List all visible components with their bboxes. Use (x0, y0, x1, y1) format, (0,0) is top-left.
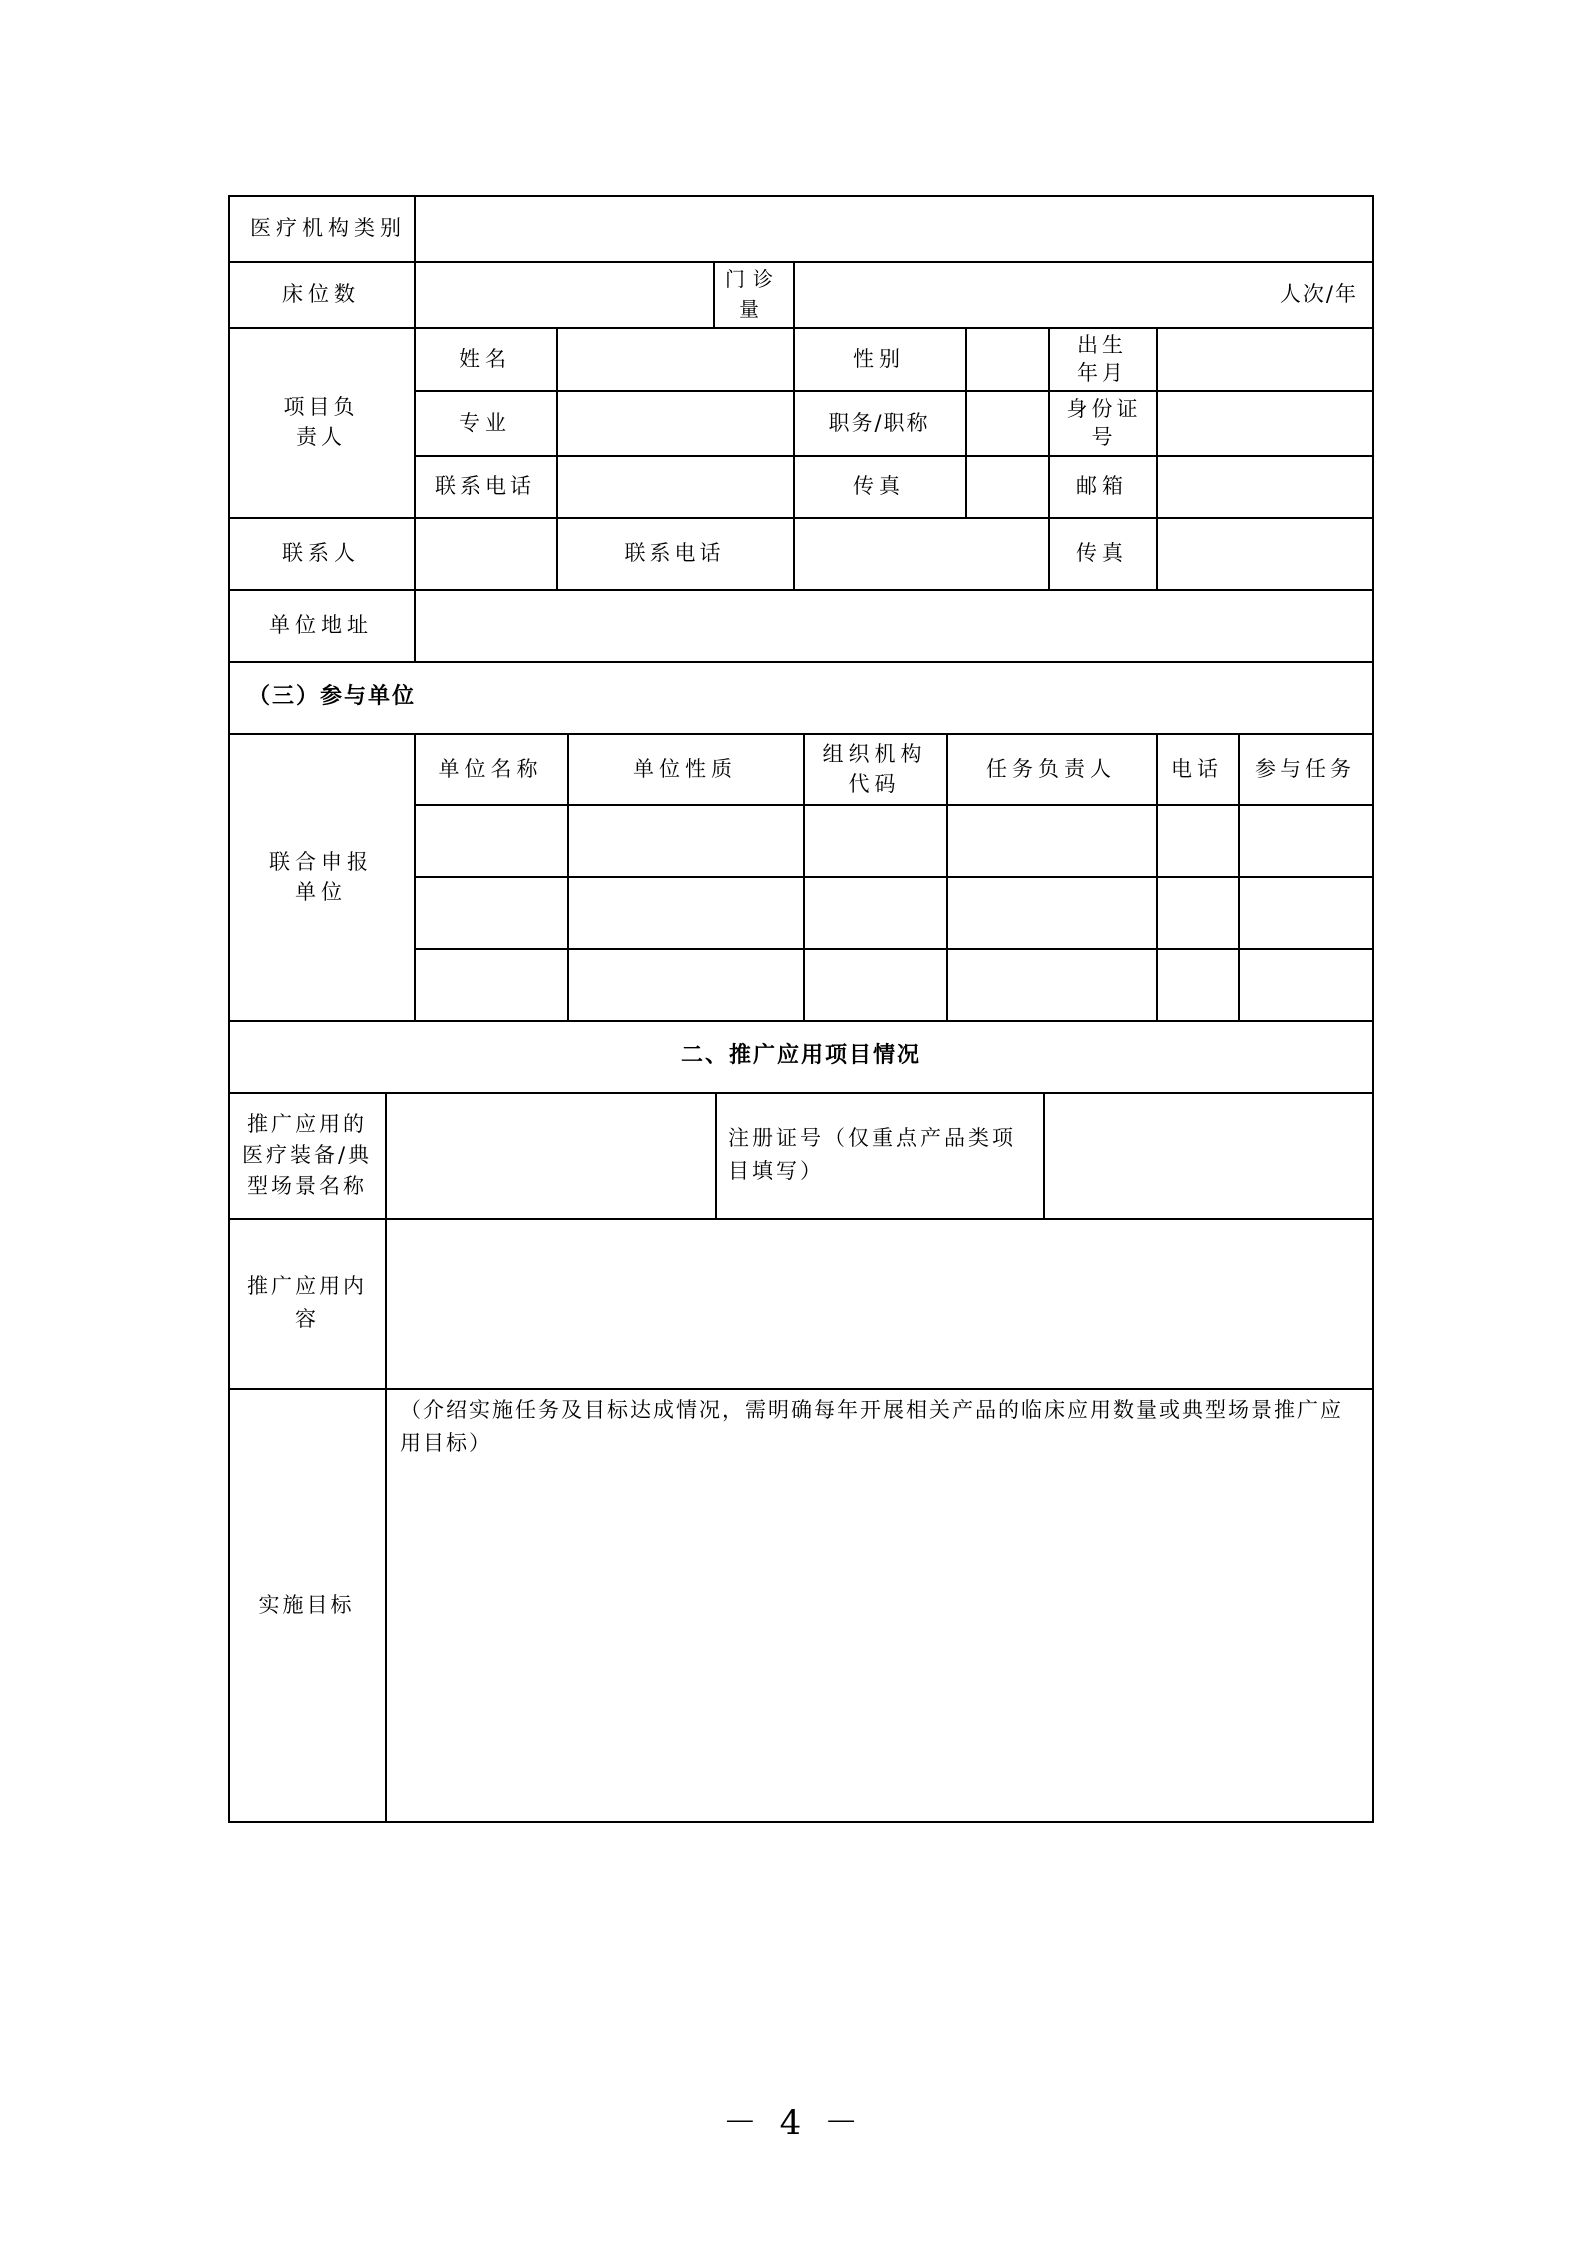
page-number: － 4 － (722, 2103, 865, 2143)
id-card-field[interactable] (1158, 392, 1372, 455)
name-label: 姓名 (459, 346, 511, 371)
gender-field[interactable] (967, 329, 1048, 390)
rule (228, 1388, 1374, 1390)
rule (715, 1092, 717, 1218)
unit-row-1[interactable] (416, 806, 1372, 876)
unit-row-2[interactable] (416, 878, 1372, 948)
contact-person-label: 联系人 (282, 541, 360, 565)
id-card-label: 身份证号 (1066, 396, 1142, 449)
address-field[interactable] (416, 591, 1372, 661)
email-label: 邮箱 (1076, 474, 1128, 498)
registration-field[interactable] (1045, 1094, 1372, 1218)
application-form-table (228, 195, 1374, 1823)
project-leader-label: 项目负责人 (283, 395, 359, 449)
contact-phone-field[interactable] (795, 519, 1048, 589)
name-field[interactable] (558, 329, 793, 390)
contact-fax-label: 传真 (1076, 541, 1128, 565)
fax-field[interactable] (967, 457, 1048, 517)
header-task-leader: 任务负责人 (986, 756, 1116, 781)
registration-label: 注册证号（仅重点产品类项目填写） (728, 1126, 1016, 1183)
phone-label: 联系电话 (435, 474, 535, 498)
rule (1372, 195, 1374, 1823)
joint-applicant-label: 联合申报单位 (269, 849, 373, 904)
address-label: 单位地址 (269, 613, 373, 637)
outpatient-unit-field[interactable]: 人次/年 (1279, 282, 1358, 306)
outpatient-label: 门诊量 (725, 267, 781, 321)
position-label: 职务/职称 (828, 410, 930, 435)
phone-field[interactable] (558, 457, 793, 517)
promotion-content-field[interactable] (387, 1220, 1372, 1388)
header-unit-name: 单位名称 (438, 756, 543, 781)
institution-type-label: 医疗机构类别 (250, 216, 406, 240)
header-unit-nature: 单位性质 (633, 756, 737, 781)
major-label: 专业 (459, 410, 511, 435)
birth-field[interactable] (1158, 329, 1372, 390)
goal-hint[interactable]: （介绍实施任务及目标达成情况，需明确每年开展相关产品的临床应用数量或典型场景推广应用目标） (400, 1398, 1343, 1455)
rule (228, 1821, 1374, 1823)
header-phone: 电话 (1171, 756, 1223, 781)
contact-phone-label: 联系电话 (624, 541, 725, 565)
device-name-label: 推广应用的医疗装备/典型场景名称 (241, 1111, 373, 1198)
header-org-code: 组织机构代码 (822, 741, 927, 796)
header-tasks: 参与任务 (1255, 756, 1355, 781)
unit-row-3[interactable] (416, 950, 1372, 1020)
contact-person-field[interactable] (416, 519, 556, 589)
promotion-content-label: 推广应用内容 (247, 1274, 367, 1331)
rule (713, 261, 715, 327)
section-participating-units-title: （三）参与单位 (248, 684, 417, 709)
fax-label: 传真 (853, 474, 905, 498)
beds-field[interactable] (416, 263, 713, 327)
gender-label: 性别 (853, 346, 905, 371)
position-field[interactable] (967, 392, 1048, 455)
major-field[interactable] (558, 392, 793, 455)
contact-fax-field[interactable] (1158, 519, 1372, 589)
beds-label: 床位数 (282, 282, 360, 306)
birth-label: 出生年月 (1077, 332, 1127, 385)
device-name-field[interactable] (387, 1094, 715, 1218)
section-promotion-title: 二、推广应用项目情况 (680, 1043, 921, 1068)
institution-type-field[interactable] (416, 197, 1372, 261)
email-field[interactable] (1158, 457, 1372, 517)
goal-label: 实施目标 (258, 1592, 355, 1617)
